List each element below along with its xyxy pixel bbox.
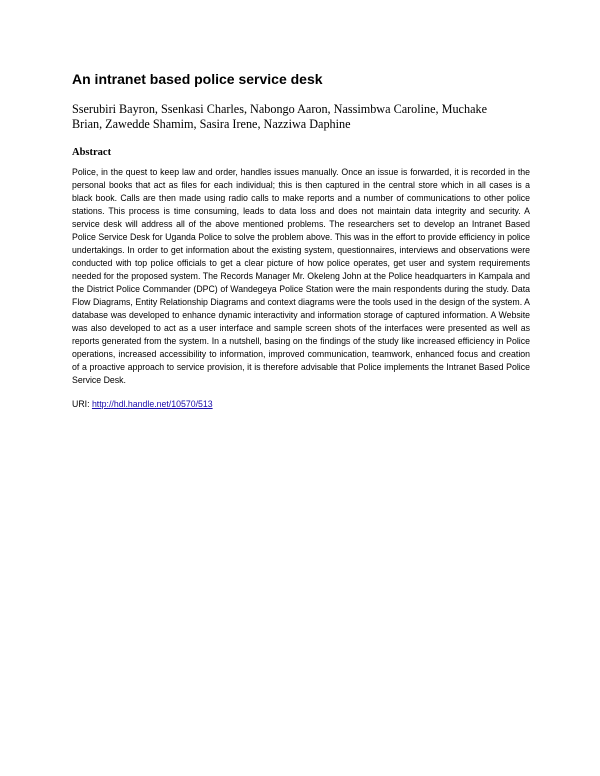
author-list: Sserubiri Bayron, Ssenkasi Charles, Nabongo Aaron, Nassimbwa Caroline, Muchake Brian, Zawedde Shamim, Sasira Irene, Nazziwa Daphine — [72, 102, 487, 131]
abstract-heading: Abstract — [72, 147, 112, 158]
uri-link[interactable]: http://hdl.handle.net/10570/513 — [91, 399, 213, 409]
uri-line — [72, 398, 532, 411]
document-title: An intranet based police service desk — [72, 71, 323, 87]
abstract-text: Police, in the quest to keep law and order, handles issues manually. Once an issue is forwarded, it is recorded in the personal books that act as files for each individual; this is then captured in the central store which in all cases is a black book. Calls are then made using radio calls to make reports and a number of communications to other police stations. This process is time consuming, leads to data loss and does not maintain data integrity and security. A service desk will address all of the above mentioned problems. The researchers set to develop an Intranet Based Police Service Desk for Uganda Police to solve the problem above. This was in the effort to provide efficiency in police undertakings. In order to get information about the existing system, questionnaires, interviews and observations were conducted with top police officials to get a clear picture of how police operates, get user and system requirements needed for the proposed system. The Records Manager Mr. Okeleng John at the Police headquarters in Kampala and the District Police Commander (DPC) of Wandegeya Police Station were the main respondents during the study. Data Flow Diagrams, Entity Relationship Diagrams and context diagrams were the tools used in the design of the system. A database was developed to enhance dynamic interactivity and information storage of captured information. A Website was also developed to act as a user interface and sample screen shots of the interfaces were presented as well as reports generated from the system. In a nutshell, basing on the findings of the study like increased efficiency in Police operations, increased accessibility to information, improved communication, teamwork, enhanced focus and creation of a proactive approach to service provision, it is therefore advisable that Police implements the Intranet Based Police Service Desk. — [72, 167, 530, 385]
document-page — [72, 60, 532, 411]
uri-label: URI: — [72, 399, 90, 409]
